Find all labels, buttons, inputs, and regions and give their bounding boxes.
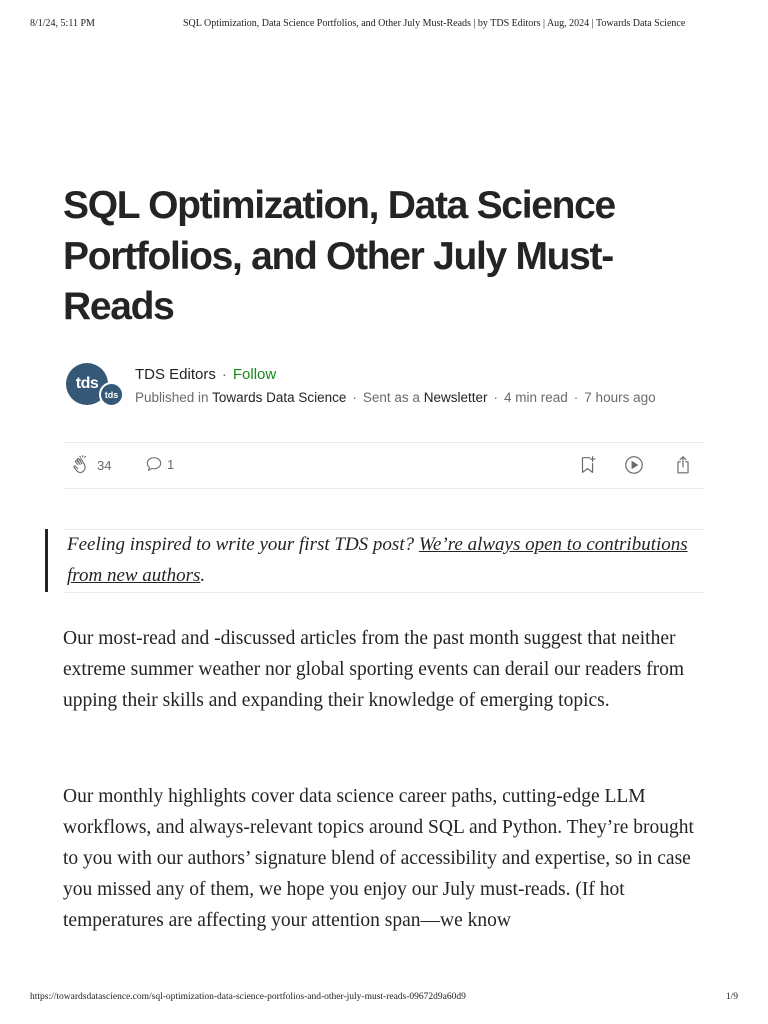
print-footer (30, 992, 738, 1006)
print-date: 8/1/24, 5:11 PM (30, 18, 95, 29)
author-avatar[interactable]: tds (66, 363, 108, 405)
print-page-number: 1/9 (725, 992, 738, 1002)
article-title: SQL Optimization, Data Science Portfolios, and Other July Must-Reads (63, 184, 615, 328)
print-header (30, 18, 738, 32)
divider (63, 488, 704, 489)
clap-icon (71, 454, 93, 476)
callout-quote (45, 529, 700, 592)
publication-badge[interactable]: tds (99, 382, 124, 407)
body-paragraph: Our most-read and -discussed articles from the past month suggest that neither extreme summer weather nor global sporting events can derail our readers from upping their skills and expanding their knowledge of emerging topics. (63, 628, 685, 711)
author-line (135, 366, 276, 383)
author-name[interactable]: TDS Editors (135, 366, 216, 383)
separator: · (221, 366, 227, 383)
callout-tail: . (200, 565, 206, 586)
print-doc-title: SQL Optimization, Data Science Portfolios, and Other July Must-Reads | by TDS Editors | Aug, 2024 | Towards Data Science (183, 18, 686, 29)
bookmark-button[interactable] (577, 454, 599, 476)
print-url: https://towardsdatascience.com/sql-optimization-data-science-portfolios-and-other-july-must-reads-09672d9a60d9 (30, 992, 466, 1002)
article-actions-bar (63, 443, 704, 488)
separator: · (573, 390, 579, 405)
share-icon (672, 454, 694, 476)
sent-prefix: Sent as a (362, 390, 420, 405)
separator: · (493, 390, 498, 405)
posted-time: 7 hours ago (584, 390, 656, 405)
callout-text (67, 529, 707, 591)
comment-count: 1 (167, 456, 175, 472)
follow-button[interactable]: Follow (232, 366, 277, 383)
comment-icon (144, 454, 164, 474)
callout-lead: Feeling inspired to write your first TDS post? (67, 534, 419, 555)
read-time: 4 min read (504, 390, 568, 405)
play-icon (623, 454, 645, 476)
bookmark-add-icon (577, 454, 599, 476)
comment-button[interactable] (144, 454, 174, 474)
article-meta (135, 390, 656, 405)
published-prefix: Published in (135, 390, 209, 405)
newsletter-link[interactable]: Newsletter (423, 390, 488, 405)
body-paragraph: Our monthly highlights cover data science career paths, cutting-edge LLM workflows, and always-relevant topics around SQL and Python. They’re brought to you with our authors’ signature blend of accessibility and expertise, so in case you missed any of them, we hope you enjoy our July must-reads. (If hot temperatures are affecting your attention span—we know (63, 786, 694, 931)
clap-count: 34 (97, 457, 112, 473)
clap-button[interactable] (71, 454, 111, 476)
publication-link[interactable]: Towards Data Science (212, 390, 347, 405)
contributions-link[interactable]: We’re always open to contributions from new authors (67, 534, 688, 586)
share-button[interactable] (672, 454, 694, 476)
divider (63, 592, 704, 593)
listen-button[interactable] (623, 454, 645, 476)
separator: · (352, 390, 357, 405)
